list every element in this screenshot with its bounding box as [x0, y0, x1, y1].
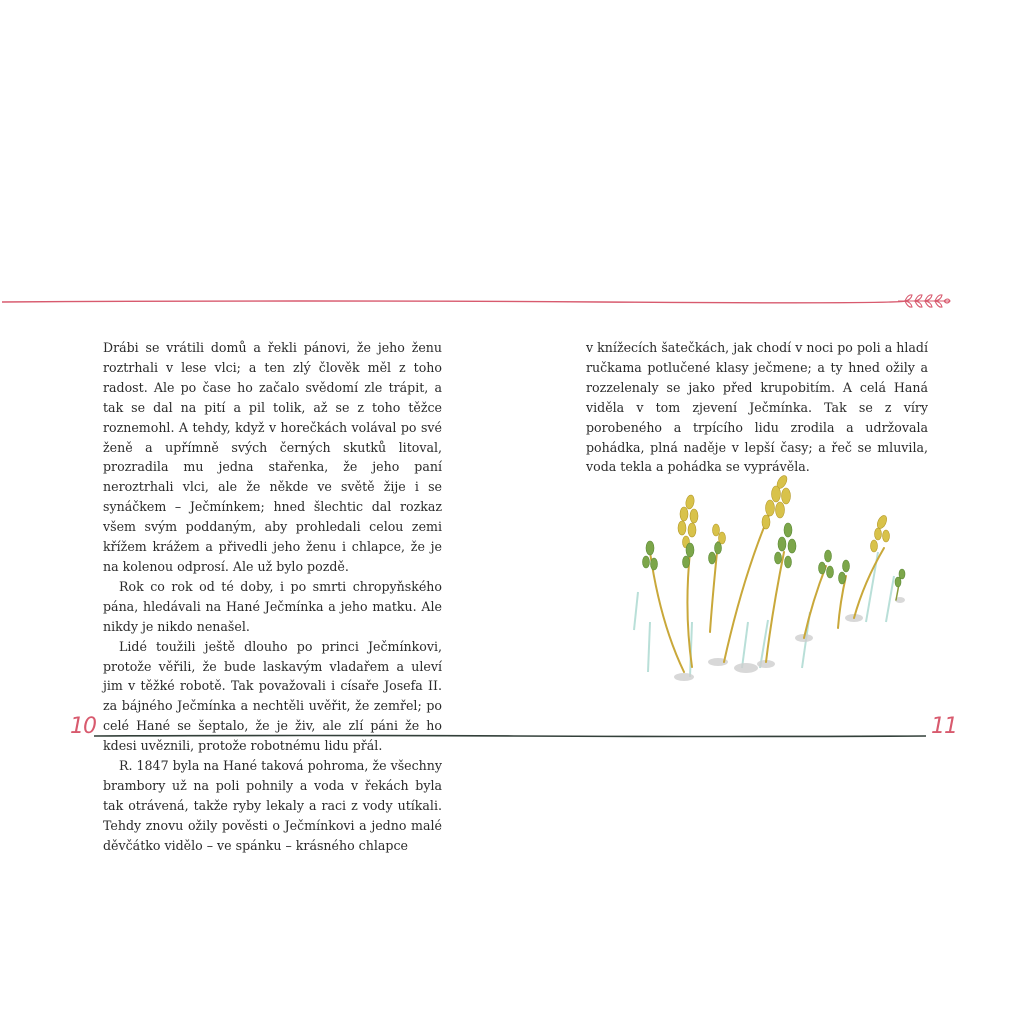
left-paragraph-4: R. 1847 byla na Hané taková pohroma, že všechny brambory už na poli pohnily a voda v řekách byla tak otrávená, takže ryby lekaly a raci z vody utíkali. Tehdy znovu ožily pověsti o Ječmínkovi a jedno malé děvčátko vidělo – ve spánku – krásného chlapce	[103, 758, 442, 853]
left-paragraph-3: Lidé toužili ještě dlouho po princi Ječmínkovi, protože věřili, že bude laskavým vladařem a uleví jim v těžké robotě. Tak považovali i císaře Josefa II. za bájného Ječmínka a nechtěli uvěřit, že zemřel; po celé Hané se šeptalo, že je živ, ale zlí páni že ho kdesi uvěznili, protože robotnému lidu přál.	[103, 638, 442, 754]
left-paragraph-2: Rok co rok od té doby, i po smrti chropyňského pána, hledávali na Hané Ječmínka a jeho matku. Ale nikdy je nikdo nenašel.	[103, 578, 442, 634]
decorative-rule-top	[0, 292, 1024, 312]
left-column	[103, 338, 442, 856]
page-number-left: 10	[70, 714, 96, 739]
bottom-rule	[94, 732, 926, 740]
wheat-illustration	[632, 472, 922, 688]
right-paragraph: v knížecích šatečkách, jak chodí v noci po poli a hladí ručkama potlučené klasy ječmene; a ty hned ožily a rozzelenaly se jako před krupobitím. A celá Haná viděla v tom zjevení Ječmínka. Tak se z víry porobeného a trpícího lidu zrodila a udržovala pohádka, plná naděje v lepší časy; a řeč se mluvila, voda tekla a pohádka se vyprávěla.	[586, 340, 928, 475]
right-column	[586, 338, 928, 477]
page-number-right: 11	[931, 714, 957, 739]
left-paragraph-1: Drábi se vrátili domů a řekli pánovi, že jeho ženu roztrhali v lese vlci; a ten zlý člověk měl z toho radost. Ale po čase ho začalo svědomí zle trápit, a tak se dal na pití a pil tolik, až se z toho těžce roznemohl. A tehdy, když v horečkách volával po své ženě a upřímně svých černých skutků litoval, prozradila mu jedna stařenka, že jeho paní neroztrhali vlci, ale že někde ve světě žije i se synáčkem – Ječmínkem; hned šlechtic dal rozkaz všem svým poddaným, aby prohledali celou zemi křížem krážem a přivedli jeho ženu i chlapce, že je na kolenou odprosí. Ale už bylo pozdě.	[103, 340, 442, 574]
leaf-ornament-icon	[898, 295, 950, 307]
